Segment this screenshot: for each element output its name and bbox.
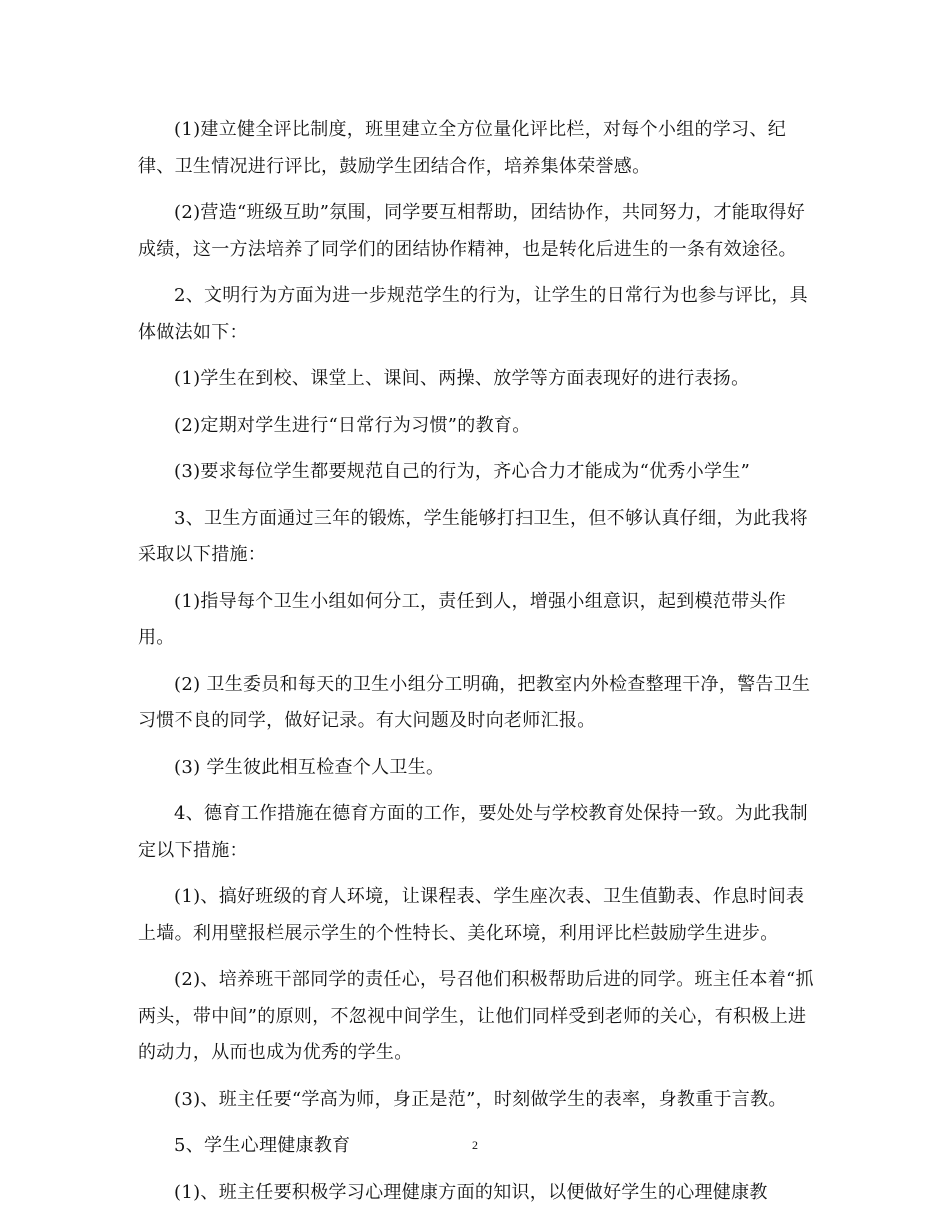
paragraph: (3) 学生彼此相互检查个人卫生。 <box>174 756 445 778</box>
paragraph: 5、学生心理健康教育 <box>174 1135 351 1156</box>
paragraph: 3、卫生方面通过三年的锻炼，学生能够打扫卫生，但不够认真仔细，为此我将采取以下措施： <box>138 507 808 565</box>
paragraph: (3)、班主任要“学高为师，身正是范”，时刻做学生的表率，身教重于言教。 <box>174 1088 787 1110</box>
paragraph: (1)建立健全评比制度，班里建立全方位量化评比栏，对每个小组的学习、纪律、卫生情况进行评比，鼓励学生团结合作，培养集体荣誉感。 <box>138 119 786 177</box>
paragraph: (2)定期对学生进行“日常行为习惯”的教育。 <box>174 414 531 436</box>
paragraph: (2) 卫生委员和每天的卫生小组分工明确，把教室内外检查整理干净，警告卫生习惯不良的同学，做好记录。有大问题及时向老师汇报。 <box>138 673 811 731</box>
paragraph: (2)、培养班干部同学的责任心，号召他们积极帮助后进的同学。班主任本着“抓两头，带中间”的原则，不忽视中间学生，让他们同样受到老师的关心，有积极上进的动力，从而也成为优秀的学生。 <box>138 969 814 1063</box>
paragraph: (1)、班主任要积极学习心理健康方面的知识，以便做好学生的心理健康教 <box>174 1181 768 1203</box>
paragraph: (1)指导每个卫生小组如何分工，责任到人，增强小组意识，起到模范带头作用。 <box>138 590 786 648</box>
document-body <box>138 112 822 1221</box>
paragraph: (2)营造“班级互助”氛围，同学要互相帮助，团结协作，共同努力，才能取得好成绩，这一方法培养了同学们的团结协作精神，也是转化后进生的一条有效途径。 <box>138 202 805 260</box>
paragraph: 4、德育工作措施在德育方面的工作，要处处与学校教育处保持一致。为此我制定以下措施： <box>138 803 808 861</box>
paragraph: (1)学生在到校、课堂上、课间、两操、放学等方面表现好的进行表扬。 <box>174 368 750 389</box>
paragraph: 2、文明行为方面为进一步规范学生的行为，让学生的日常行为也参与评比，具体做法如下： <box>138 285 808 343</box>
paragraph: (3)要求每位学生都要规范自己的行为，齐心合力才能成为“优秀小学生” <box>174 461 751 482</box>
page-number: 2 <box>472 1138 478 1152</box>
paragraph: (1)、搞好班级的育人环境，让课程表、学生座次表、卫生值勤表、作息时间表上墙。利用壁报栏展示学生的个性特长、美化环境，利用评比栏鼓励学生进步。 <box>138 886 805 944</box>
